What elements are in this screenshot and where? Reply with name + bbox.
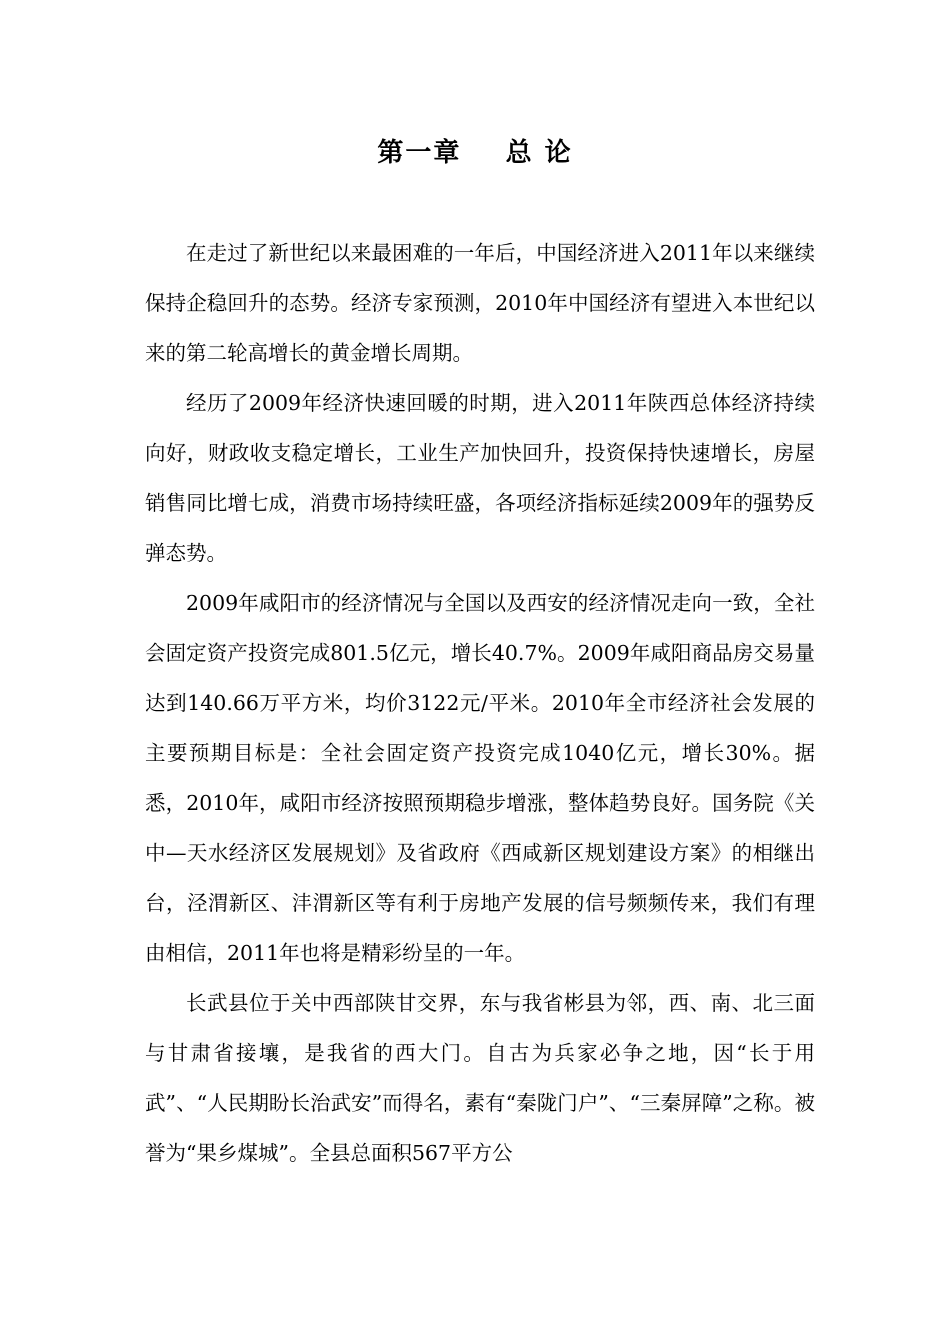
chapter-title: 第一章 总 论 <box>377 138 573 168</box>
paragraph: 2009年咸阳市的经济情况与全国以及西安的经济情况走向一致，全社会固定资产投资完成801.5亿元，增长40.7%。2009年咸阳商品房交易量达到140.66万平方米，均价3122元/平米。2010年全市经济社会发展的主要预期目标是：全社会固定资产投资完成1040亿元，增长30%。据悉，2010年，咸阳市经济按照预期稳步增涨，整体趋势良好。国务院《关中—天水经济区发展规划》及省政府《西咸新区规划建设方案》的相继出台，泾渭新区、沣渭新区等有利于房地产发展的信号频频传来，我们有理由相信，2011年也将是精彩纷呈的一年。 <box>145 591 815 965</box>
body-text <box>145 228 815 1178</box>
paragraph: 经历了2009年经济快速回暖的时期，进入2011年陕西总体经济持续向好，财政收支稳定增长，工业生产加快回升，投资保持快速增长，房屋销售同比增七成，消费市场持续旺盛，各项经济指标延续2009年的强势反弹态势。 <box>145 391 815 565</box>
paragraph: 长武县位于关中西部陕甘交界，东与我省彬县为邻，西、南、北三面与甘肃省接壤，是我省的西大门。自古为兵家必争之地，因“长于用武”、“人民期盼长治武安”而得名，素有“秦陇门户”、“三秦屏障”之称。被誉为“果乡煤城”。全县总面积567平方公 <box>145 991 815 1165</box>
paragraph: 在走过了新世纪以来最困难的一年后，中国经济进入2011年以来继续保持企稳回升的态势。经济专家预测，2010年中国经济有望进入本世纪以来的第二轮高增长的黄金增长周期。 <box>145 241 815 365</box>
